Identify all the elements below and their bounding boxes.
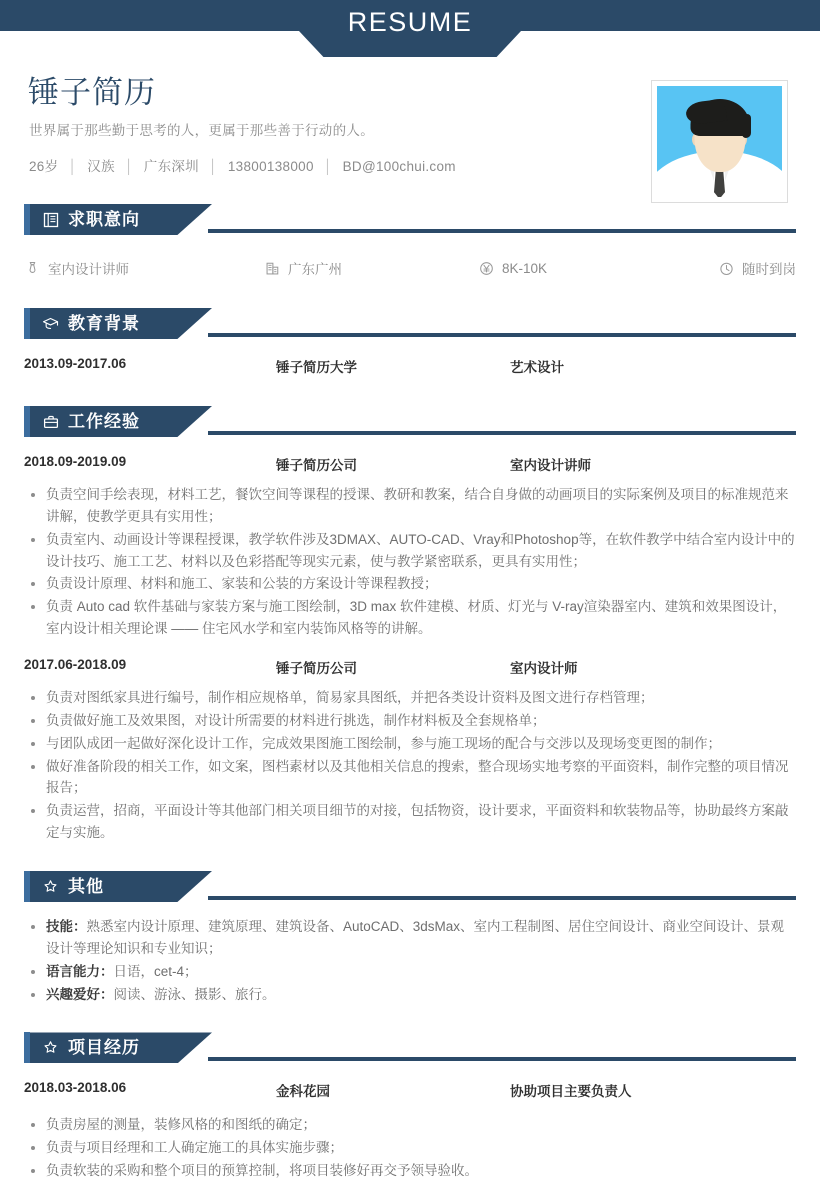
section-header-work: [24, 406, 796, 437]
list-item: 负责做好施工及效果图，对设计所需要的材料进行挑选，制作材料板及全套规格单；: [24, 710, 796, 732]
other-bullet-list: [24, 916, 796, 1005]
job-intent-items: [24, 235, 796, 278]
meta-email: BD@100chui.com: [342, 159, 456, 174]
other-text-skills: 熟悉室内设计原理、建筑原理、建筑设备、AutoCAD、3dsMax、室内工程制图、居住空间设计、商业空间设计、景观设计等理论知识和专业知识；: [46, 919, 785, 956]
section-title-other: [42, 871, 104, 902]
section-title-education: [42, 308, 140, 339]
section-title-text: 项目经历: [68, 1038, 140, 1058]
meta-ethnicity: 汉族: [87, 159, 115, 174]
job-intent-availability-label: 随时到岗: [742, 262, 796, 277]
project-role: 协助项目主要负责人: [510, 1084, 632, 1100]
job-intent-salary: [478, 258, 678, 278]
book-icon: [42, 211, 59, 228]
section-job-intent: [0, 204, 820, 278]
work-company: 锤子简历公司: [276, 458, 357, 473]
section-title-work: [42, 406, 140, 437]
meta-age: 26岁: [29, 159, 59, 174]
list-item: [24, 916, 796, 960]
section-header-education: [24, 308, 796, 339]
job-intent-city-label: 广东广州: [288, 262, 342, 277]
section-accent-bar: [24, 871, 30, 902]
list-item: 负责室内、动画设计等课程授课，教学软件涉及3DMAX、AUTO-CAD、Vray和Photoshop等，在软件教学中结合室内设计中的设计技巧、施工工艺、材料以及色彩搭配等现实元素，使与教学紧密联系，更具有实用性；: [24, 529, 796, 573]
job-intent-position: [24, 258, 264, 278]
other-text-hobby: 阅读、游泳、摄影、旅行。: [113, 986, 276, 1002]
education-school: 锤子简历大学: [276, 360, 357, 375]
work-role: 室内设计师: [510, 661, 578, 677]
section-title-job-intent: [42, 204, 140, 235]
section-accent-bar: [24, 204, 30, 235]
section-accent-bar: [24, 406, 30, 437]
building-icon: [264, 260, 280, 276]
section-work: [0, 406, 820, 844]
list-item: 负责空间手绘表现，材料工艺，餐饮空间等课程的授课、教研和教案，结合自身做的动画项目的实际案例及项目的标准规范来讲解，使教学更具有实用性；: [24, 484, 796, 528]
list-item: 负责运营，招商，平面设计等其他部门相关项目细节的对接，包括物资，设计要求，平面资料和软装物品等，协助最终方案敲定与实施。: [24, 800, 796, 844]
work-company: 锤子简历公司: [276, 661, 357, 677]
graduation-cap-icon: [42, 315, 59, 332]
clock-icon: [718, 260, 734, 276]
star-icon: [42, 878, 59, 895]
list-item: [24, 961, 796, 983]
other-text-language: 日语，cet-4；: [113, 963, 198, 979]
yen-icon: [478, 260, 494, 276]
personal-meta-line: [29, 155, 456, 175]
list-item: 负责 Auto cad 软件基础与家装方案与施工图绘制，3D max 软件建模、材质、灯光与 V-ray渲染器室内、建筑和效果图设计，室内设计相关理论课 —— 住宅风水学和室内装饰风格等的讲解。: [24, 596, 796, 640]
education-major: 艺术设计: [510, 360, 564, 375]
avatar-tie: [714, 168, 725, 197]
work-entry-row: [24, 657, 796, 677]
avatar-sideburn: [742, 114, 751, 138]
list-item: 做好准备阶段的相关工作，如文案，图档素材以及其他相关信息的搜索，整合现场实地考察的平面资料，制作完整的项目情况报告；: [24, 756, 796, 800]
job-intent-city: [264, 258, 478, 278]
other-label-language: 语言能力：: [46, 963, 114, 979]
work-period: 2017.06-2018.09: [24, 657, 127, 673]
project-entry-row: [24, 1063, 796, 1100]
section-accent-bar: [24, 1032, 30, 1063]
work-bullet-list: [24, 687, 796, 844]
section-title-text: 工作经验: [68, 412, 140, 431]
project-name: 金科花园: [276, 1084, 330, 1100]
section-title-text: 教育背景: [68, 314, 140, 333]
list-item: 与团队成团一起做好深化设计工作，完成效果图施工图绘制，参与施工现场的配合与交涉以及现场变更图的制作；: [24, 733, 796, 755]
work-period: 2018.09-2019.09: [24, 454, 127, 469]
section-other: [0, 871, 820, 1005]
meta-phone: 13800138000: [227, 159, 314, 174]
top-banner-bar: [0, 0, 820, 37]
avatar: [657, 86, 782, 197]
section-header-project: [24, 1032, 796, 1063]
resume-banner-title: RESUME: [347, 7, 473, 37]
section-title-text: 求职意向: [68, 210, 140, 229]
resume-header: [0, 31, 820, 204]
section-rule: [208, 431, 796, 435]
work-role: 室内设计讲师: [510, 458, 591, 473]
meta-separator-4: │: [323, 159, 333, 174]
section-rule: [208, 1057, 796, 1061]
meta-location: 广东深圳: [143, 159, 199, 174]
section-education: [0, 308, 820, 376]
work-entry-row: [24, 437, 796, 474]
project-bullet-list: [24, 1114, 796, 1182]
education-entry-row: [24, 339, 796, 376]
section-title-project: [42, 1032, 140, 1063]
list-item: 负责软装的采购和整个项目的预算控制，将项目装修好再交予领导验收。: [24, 1160, 796, 1182]
job-intent-availability: [678, 258, 796, 278]
section-rule: [208, 896, 796, 900]
other-label-skills: 技能：: [46, 919, 87, 935]
list-item: [24, 984, 796, 1006]
job-intent-position-label: 室内设计讲师: [48, 262, 129, 277]
list-item: 负责与项目经理和工人确定施工的具体实施步骤；: [24, 1137, 796, 1159]
meta-separator-2: │: [124, 159, 134, 174]
other-label-hobby: 兴趣爱好：: [46, 986, 114, 1002]
star-icon: [42, 1039, 59, 1056]
work-bullet-list: [24, 484, 796, 640]
education-period: 2013.09-2017.06: [24, 356, 127, 371]
section-header-other: [24, 871, 796, 902]
job-intent-salary-label: 8K-10K: [502, 260, 548, 276]
section-title-text: 其他: [68, 877, 104, 897]
list-item: 负责房屋的测量，装修风格的和图纸的确定；: [24, 1114, 796, 1136]
meta-separator-3: │: [209, 159, 218, 174]
list-item: 负责对图纸家具进行编号，制作相应规格单，简易家具图纸，并把各类设计资料及图文进行存档管理；: [24, 687, 796, 709]
page-title: 锤子简历: [28, 75, 156, 110]
personal-motto: 世界属于那些勤于思考的人，更属于那些善于行动的人。: [29, 123, 374, 138]
project-period: 2018.03-2018.06: [24, 1080, 127, 1096]
profile-photo-frame: [651, 80, 788, 203]
section-header-job-intent: [24, 204, 796, 235]
section-accent-bar: [24, 308, 30, 339]
section-rule: [208, 229, 796, 233]
tie-icon: [24, 260, 40, 276]
meta-separator-1: │: [68, 159, 78, 174]
section-rule: [208, 333, 796, 337]
briefcase-icon: [42, 413, 59, 430]
list-item: 负责设计原理、材料和施工、家装和公装的方案设计等课程教授；: [24, 573, 796, 595]
